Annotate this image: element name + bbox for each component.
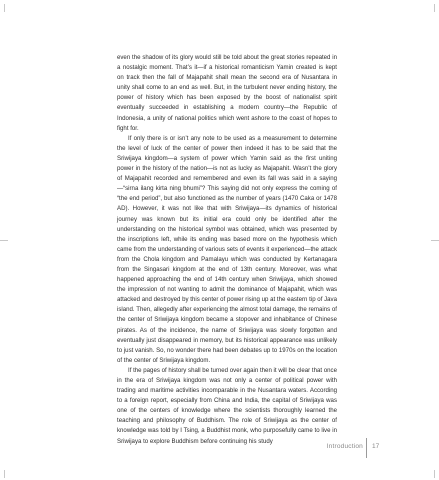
paragraph-2: If only there is or isn’t any note to be used as a measurement to determine the level of luck of the center of power then indeed it has to be said that the Sriwijaya kingdom—a system of power which Yamin said as the first uniting power in the history of the nation—is not as lucky as Majapahit. Wasn’t the glory of Majapahit recorded and remembered and even its fall was said in a saying—“sirna ilang kirta ning bhumi”? This saying did not only express the coming of “the end period”, but also functioned as the number of years (1470 Caka or 1478 AD). However, it was not like that with Sriwijaya—its dynamics of historical journey was known but its initial era could only be identified after the understanding on the historical symbol was obtained, which was presented by the inscriptions left, while its ending was based more on the hypothesis which came from the understanding of various sets of events it experienced—the attack from the Chola kingdom and Pamalayu which was conducted by Kertanagara from the Singasari kingdom at the end of 13th century. Moreover, was what happened approaching the end of 14th century when Sriwijaya, which showed the impression of not wanting to admit the dominance of Majapahit, which was attacked and destroyed by this center of power rising up at the eastern tip of Java island. Then, allegedly after experiencing the almost total damage, the remains of the center of Sriwijaya kingdom became a stopover and inhabitance of Chinese pirates. As of the incidence, the name of Sriwijaya was slowly forgotten and eventually just disappeared in memory, but its historical appearance was unlikely to just vanish. So, no wonder there had been debates up to 1970s on the location of the center of Sriwijaya kingdom.	[117, 134, 337, 364]
crop-mark-bottom-right	[434, 470, 435, 478]
paragraph-3: If the pages of history shall be turned over again then it will be clear that once in the era of Sriwijaya kingdom was not only a center of political power with trading and maritime activities incomparable in the Nusantara waters. According to a foreign report, especially from China and India, the capital of Sriwijaya was one of the centers of knowledge where the scientists thoroughly learned the teaching and philosophy of Buddhism. The role of Sriwijaya as the center of knowledge was told by I Tsing, a Buddhist monk, who purposefully came to live in Sriwijaya to explore Buddhism before continuing his study	[117, 366, 337, 445]
footer-divider	[366, 438, 367, 458]
body-text	[117, 53, 337, 447]
crop-mark-top-right	[434, 4, 435, 12]
crop-mark-bottom-left	[4, 470, 5, 478]
crop-mark-mid-left	[0, 240, 8, 241]
page-number: 17	[372, 443, 380, 450]
paragraph-1: even the shadow of its glory would still be told about the great stories repeated in a nostalgic moment. That’s it—if a historical romanticism Yamin created is kept on track then the fall of Majapahit shall mean the second era of Nusantara in unity shall come to an end as well. But, in the turbulent never ending history, the power of history which has been exposed by the boost of nationalist spirit eventually succeeded in establishing a modern country—the Republic of Indonesia, a unity of national politics which went ashore to the coast of hopes to fight for.	[117, 54, 337, 132]
running-footer-section: Introduction	[326, 443, 363, 450]
crop-mark-mid-right	[431, 240, 439, 241]
crop-mark-top-left	[4, 4, 5, 12]
